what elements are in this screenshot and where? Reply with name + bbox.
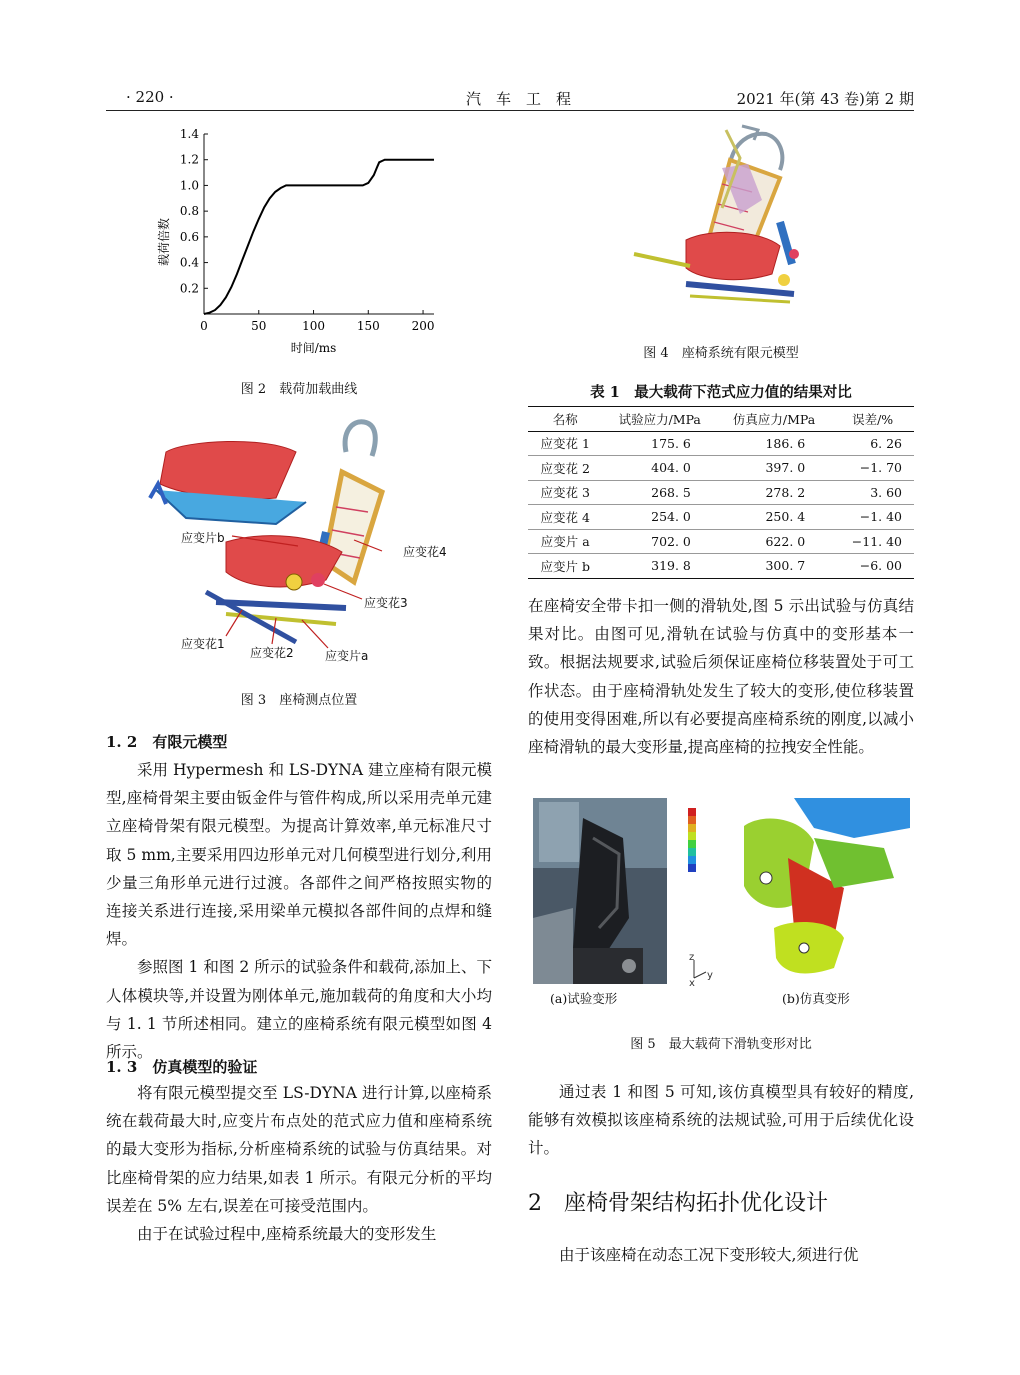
label-strain-b: 应变片b bbox=[181, 531, 225, 545]
page-number: · 220 · bbox=[126, 88, 174, 106]
y-tick-label: 0.6 bbox=[179, 229, 199, 244]
issue-info: 2021 年(第 43 卷)第 2 期 bbox=[736, 90, 914, 108]
figure5-caption: 图 5 最大载荷下滑轨变形对比 bbox=[630, 1037, 812, 1052]
right-paragraph-after-fig5: 通过表 1 和图 5 可知,该仿真模型具有较好的精度,能够有效模拟该座椅系统的法规试验,可用于后续优化设计。 bbox=[528, 1083, 914, 1158]
label-rosette4: 应变花4 bbox=[403, 545, 447, 559]
label-rosette2: 应变花2 bbox=[250, 646, 294, 660]
figure2-caption: 图 2 载荷加载曲线 bbox=[240, 382, 358, 397]
label-rosette1: 应变花1 bbox=[181, 637, 225, 651]
load-curve-chart bbox=[150, 120, 450, 360]
x-tick-label: 200 bbox=[411, 319, 435, 333]
stress-comparison-table bbox=[528, 406, 914, 579]
x-tick-label: 50 bbox=[251, 319, 267, 333]
section-2-paragraph-start: 由于该座椅在动态工况下变形较大,须进行优 bbox=[559, 1246, 859, 1264]
y-tick-label: 0.8 bbox=[179, 204, 199, 219]
x-tick-label: 150 bbox=[356, 319, 380, 333]
x-tick-label: 0 bbox=[200, 319, 208, 333]
table-row bbox=[528, 480, 914, 505]
fe-model-figure bbox=[630, 124, 826, 308]
cell-name: 应变片 b bbox=[540, 558, 591, 574]
section-1-3-paragraph-1: 将有限元模型提交至 LS-DYNA 进行计算,以座椅系统在载荷最大时,应变片布点处的范式应力值和座椅系统的最大变形为指标,分析座椅系统的试验与仿真结果。对比座椅骨架的应力结果,如表 1 所示。有限元分析的平均误差在 5% 左右,误差在可接受范围内。 bbox=[106, 1084, 492, 1215]
header-name: 名称 bbox=[552, 411, 578, 427]
table1-title: 表 1 最大载荷下范式应力值的结果对比 bbox=[590, 384, 852, 401]
cell-test: 319. 8 bbox=[651, 558, 691, 574]
figure3-caption: 图 3 座椅测点位置 bbox=[240, 693, 358, 708]
cell-name: 应变花 2 bbox=[540, 460, 590, 476]
cell-sim: 250. 4 bbox=[765, 509, 806, 525]
cell-test: 254. 0 bbox=[651, 509, 691, 525]
axis-x-label: x bbox=[689, 978, 695, 989]
cell-sim: 186. 6 bbox=[765, 435, 806, 451]
header-rule bbox=[106, 110, 914, 111]
section-1-2-paragraph-2: 参照图 1 和图 2 所示的试验条件和载荷,添加上、下人体模块等,并设置为刚体单元,施加载荷的角度和大小均与 1. 1 节所述相同。建立的座椅系统有限元模型如图 4 所示。 bbox=[106, 958, 492, 1062]
header-test-stress: 试验应力/MPa bbox=[618, 411, 701, 427]
table-row bbox=[528, 505, 914, 530]
axis-y-label: y bbox=[707, 970, 713, 981]
table-row bbox=[528, 529, 914, 554]
cell-test: 702. 0 bbox=[651, 533, 691, 549]
cell-name: 应变花 3 bbox=[540, 485, 590, 501]
cell-name: 应变花 1 bbox=[540, 436, 590, 452]
y-tick-label: 1.2 bbox=[179, 152, 199, 167]
table-row bbox=[528, 431, 914, 456]
label-strain-a: 应变片a bbox=[325, 649, 369, 663]
cell-sim: 300. 7 bbox=[765, 558, 806, 574]
y-tick-label: 1.4 bbox=[179, 127, 199, 141]
cell-name: 应变片 a bbox=[540, 534, 590, 550]
section-1-2-heading: 1. 2 有限元模型 bbox=[106, 733, 228, 751]
table-header-row bbox=[528, 407, 914, 432]
axis-z-label: z bbox=[689, 952, 695, 963]
cell-error: −1. 70 bbox=[859, 460, 902, 476]
y-axis-title: 载荷倍数 bbox=[157, 217, 171, 267]
header-sim-stress: 仿真应力/MPa bbox=[732, 411, 816, 427]
y-tick-label: 0.2 bbox=[179, 281, 199, 296]
right-paragraph-continuation: 在座椅安全带卡扣一侧的滑轨处,图 5 示出试验与仿真结果对比。由图可见,滑轨在试验与仿真中的变形基本一致。根据法规要求,试验后须保证座椅位移装置处于可工作状态。由于座椅滑轨处发生了较大的变形,使位移装置的使用变得困难,所以有必要提高座椅系统的刚度,以减小座椅滑轨的最大变形量,提高座椅的拉拽安全性能。 bbox=[528, 597, 914, 757]
cell-error: −1. 40 bbox=[859, 509, 902, 525]
table-row bbox=[528, 456, 914, 481]
label-rosette3: 应变花3 bbox=[364, 596, 408, 610]
y-tick-label: 1.0 bbox=[179, 178, 199, 193]
cell-sim: 278. 2 bbox=[765, 484, 806, 500]
cell-name: 应变花 4 bbox=[540, 509, 590, 525]
x-tick-label: 100 bbox=[302, 319, 325, 333]
section-1-2-paragraph-1: 采用 Hypermesh 和 LS-DYNA 建立座椅有限元模型,座椅骨架主要由钣金件与管件构成,所以采用壳单元建立座椅骨架有限元模型。为提高计算效率,单元标准尺寸取 5 mm,主要采用四边形单元对几何模型进行划分,利用少量三角形单元进行过渡。各部件之间严格按照实物的连接关系进行连接,采用梁单元模拟各部件间的点焊和缝焊。 bbox=[106, 761, 492, 949]
simulation-deformation-image bbox=[684, 798, 910, 984]
journal-title: 汽 车 工 程 bbox=[466, 90, 572, 108]
y-tick-label: 0.4 bbox=[179, 255, 199, 270]
test-deformation-photo bbox=[533, 798, 667, 984]
load-curve-line bbox=[204, 160, 434, 314]
x-axis-title: 时间/ms bbox=[290, 341, 337, 355]
cell-test: 404. 0 bbox=[651, 460, 691, 476]
cell-error: −11. 40 bbox=[851, 533, 902, 549]
figure4-caption: 图 4 座椅系统有限元模型 bbox=[643, 346, 799, 361]
cell-error: 6. 26 bbox=[870, 435, 902, 451]
cell-test: 268. 5 bbox=[651, 484, 691, 500]
table-row bbox=[528, 554, 914, 579]
cell-error: −6. 00 bbox=[859, 558, 902, 574]
cell-sim: 397. 0 bbox=[765, 460, 806, 476]
cell-sim: 622. 0 bbox=[765, 533, 806, 549]
figure5-subcaption-a: (a)试验变形 bbox=[550, 991, 618, 1006]
section-1-3-paragraph-2: 由于在试验过程中,座椅系统最大的变形发生 bbox=[137, 1225, 437, 1244]
section-1-3-heading: 1. 3 仿真模型的验证 bbox=[106, 1058, 258, 1076]
cell-error: 3. 60 bbox=[870, 484, 902, 500]
header-error: 误差/% bbox=[852, 411, 894, 427]
section-2-heading: 2 座椅骨架结构拓扑优化设计 bbox=[528, 1191, 828, 1216]
cell-test: 175. 6 bbox=[651, 435, 691, 451]
figure5-subcaption-b: (b)仿真变形 bbox=[782, 991, 850, 1006]
